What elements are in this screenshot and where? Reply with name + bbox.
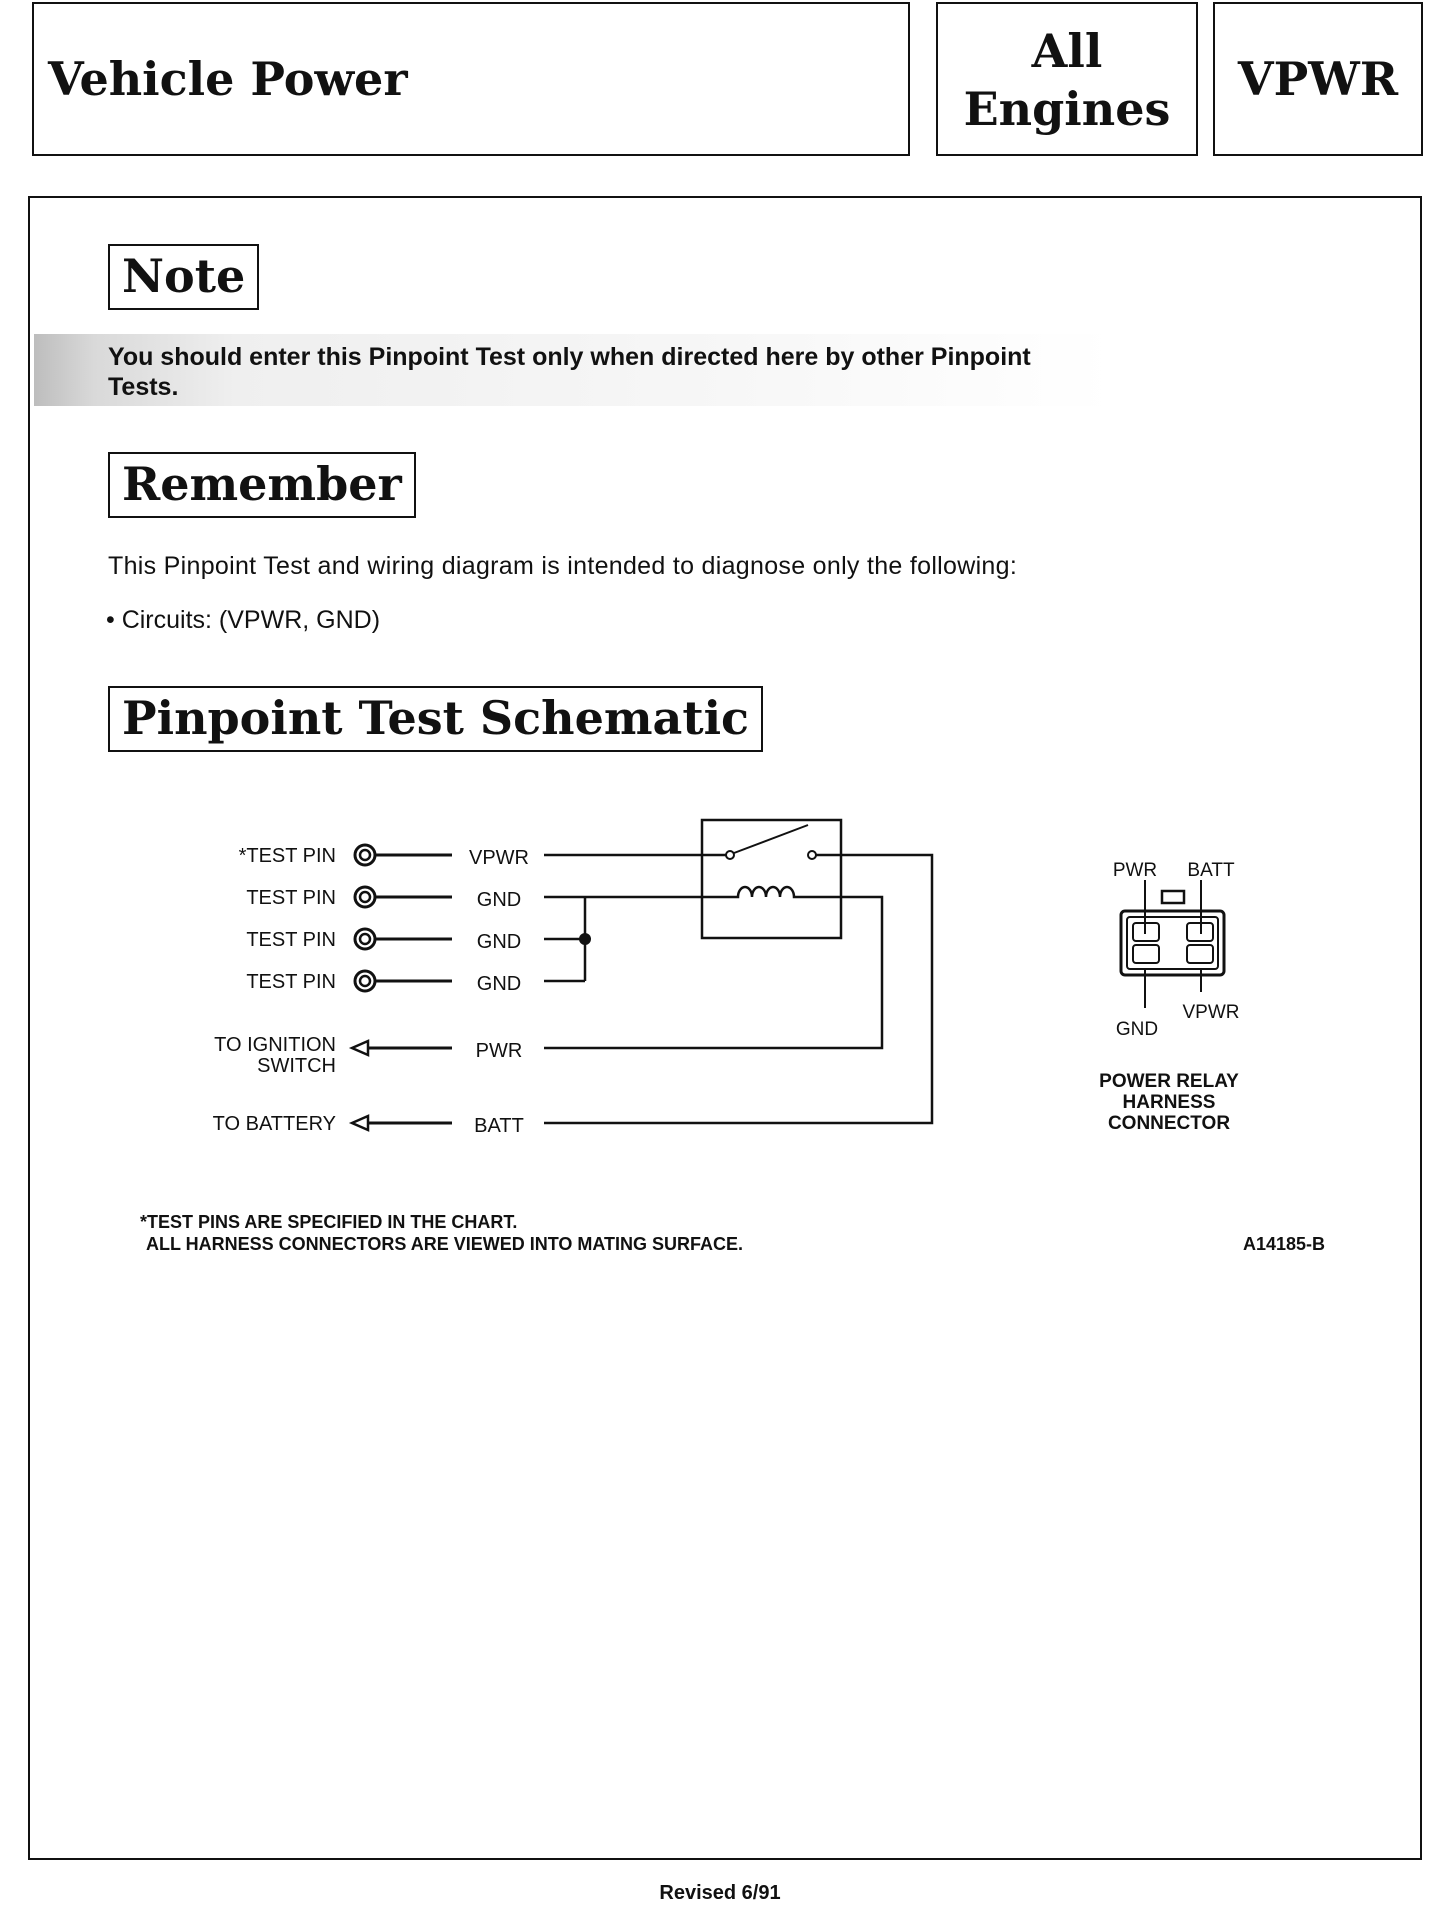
ignition-label-line-2: SWITCH [257, 1055, 336, 1077]
power-relay-connector [1099, 860, 1239, 1134]
remember-heading: Remember [108, 452, 416, 518]
circuit-code: VPWR [1237, 52, 1399, 106]
circuits-bullet: • Circuits: (VPWR, GND) [106, 606, 381, 634]
engines-line-1: All [1031, 24, 1103, 78]
circuit-label-gnd: GND [476, 889, 522, 911]
connector-caption-line-2: HARNESS [1122, 1092, 1216, 1113]
circuit-label-pwr: PWR [475, 1040, 523, 1062]
pin-batt-label: BATT [1187, 860, 1235, 881]
figure-id: A14185-B [1242, 1234, 1325, 1254]
test-pin-row-3 [246, 929, 521, 953]
engines-line-2: Engines [963, 82, 1171, 136]
circuit-label-vpwr: VPWR [469, 847, 529, 869]
footnote-line-2: ALL HARNESS CONNECTORS ARE VIEWED INTO MATING SURFACE. [146, 1234, 744, 1254]
revision-footer: Revised 6/91 [659, 1882, 781, 1904]
test-pin-row-1 [239, 845, 529, 869]
connector-latch [1162, 891, 1184, 903]
footnote-line-1: *TEST PINS ARE SPECIFIED IN THE CHART. [140, 1212, 518, 1232]
test-pin-icon [355, 845, 375, 865]
test-pin-icon [355, 971, 375, 991]
note-text: You should enter this Pinpoint Test only when directed here by other Pinpoint Tests. [108, 343, 1031, 401]
ignition-row [214, 1034, 522, 1077]
pin-pwr-label: PWR [1112, 860, 1158, 881]
pin-vpwr-label: VPWR [1182, 1002, 1240, 1023]
arrow-left-icon [352, 1041, 368, 1055]
ground-splice-dot [579, 933, 591, 945]
test-pin-icon [355, 887, 375, 907]
power-relay-symbol [702, 820, 841, 938]
remember-text: This Pinpoint Test and wiring diagram is intended to diagnose only the following: [108, 552, 1018, 580]
arrow-left-icon [352, 1116, 368, 1130]
ignition-label-line-1: TO IGNITION [214, 1034, 336, 1056]
circuit-label-gnd: GND [476, 973, 522, 995]
battery-row [213, 1113, 524, 1137]
test-pin-row-4 [246, 971, 521, 995]
test-pin-label: *TEST PIN [238, 845, 336, 867]
pin-gnd-label: GND [1115, 1019, 1159, 1040]
circuit-label-gnd: GND [476, 931, 522, 953]
circuit-label-batt: BATT [474, 1115, 524, 1137]
connector-body [1121, 911, 1224, 975]
note-heading: Note [108, 244, 259, 310]
connector-caption-line-1: POWER RELAY [1099, 1071, 1239, 1092]
schematic-heading: Pinpoint Test Schematic [108, 686, 763, 752]
test-pin-label: TEST PIN [246, 929, 336, 951]
test-pin-label: TEST PIN [246, 887, 336, 909]
relay-coil-icon [728, 887, 840, 897]
test-pin-label: TEST PIN [246, 971, 336, 993]
battery-label: TO BATTERY [212, 1113, 336, 1135]
test-pin-row-2 [246, 887, 521, 911]
test-pin-icon [355, 929, 375, 949]
page-title: Vehicle Power [48, 52, 408, 106]
connector-caption-line-3: CONNECTOR [1107, 1113, 1231, 1134]
relay-switch-contact [734, 825, 808, 853]
